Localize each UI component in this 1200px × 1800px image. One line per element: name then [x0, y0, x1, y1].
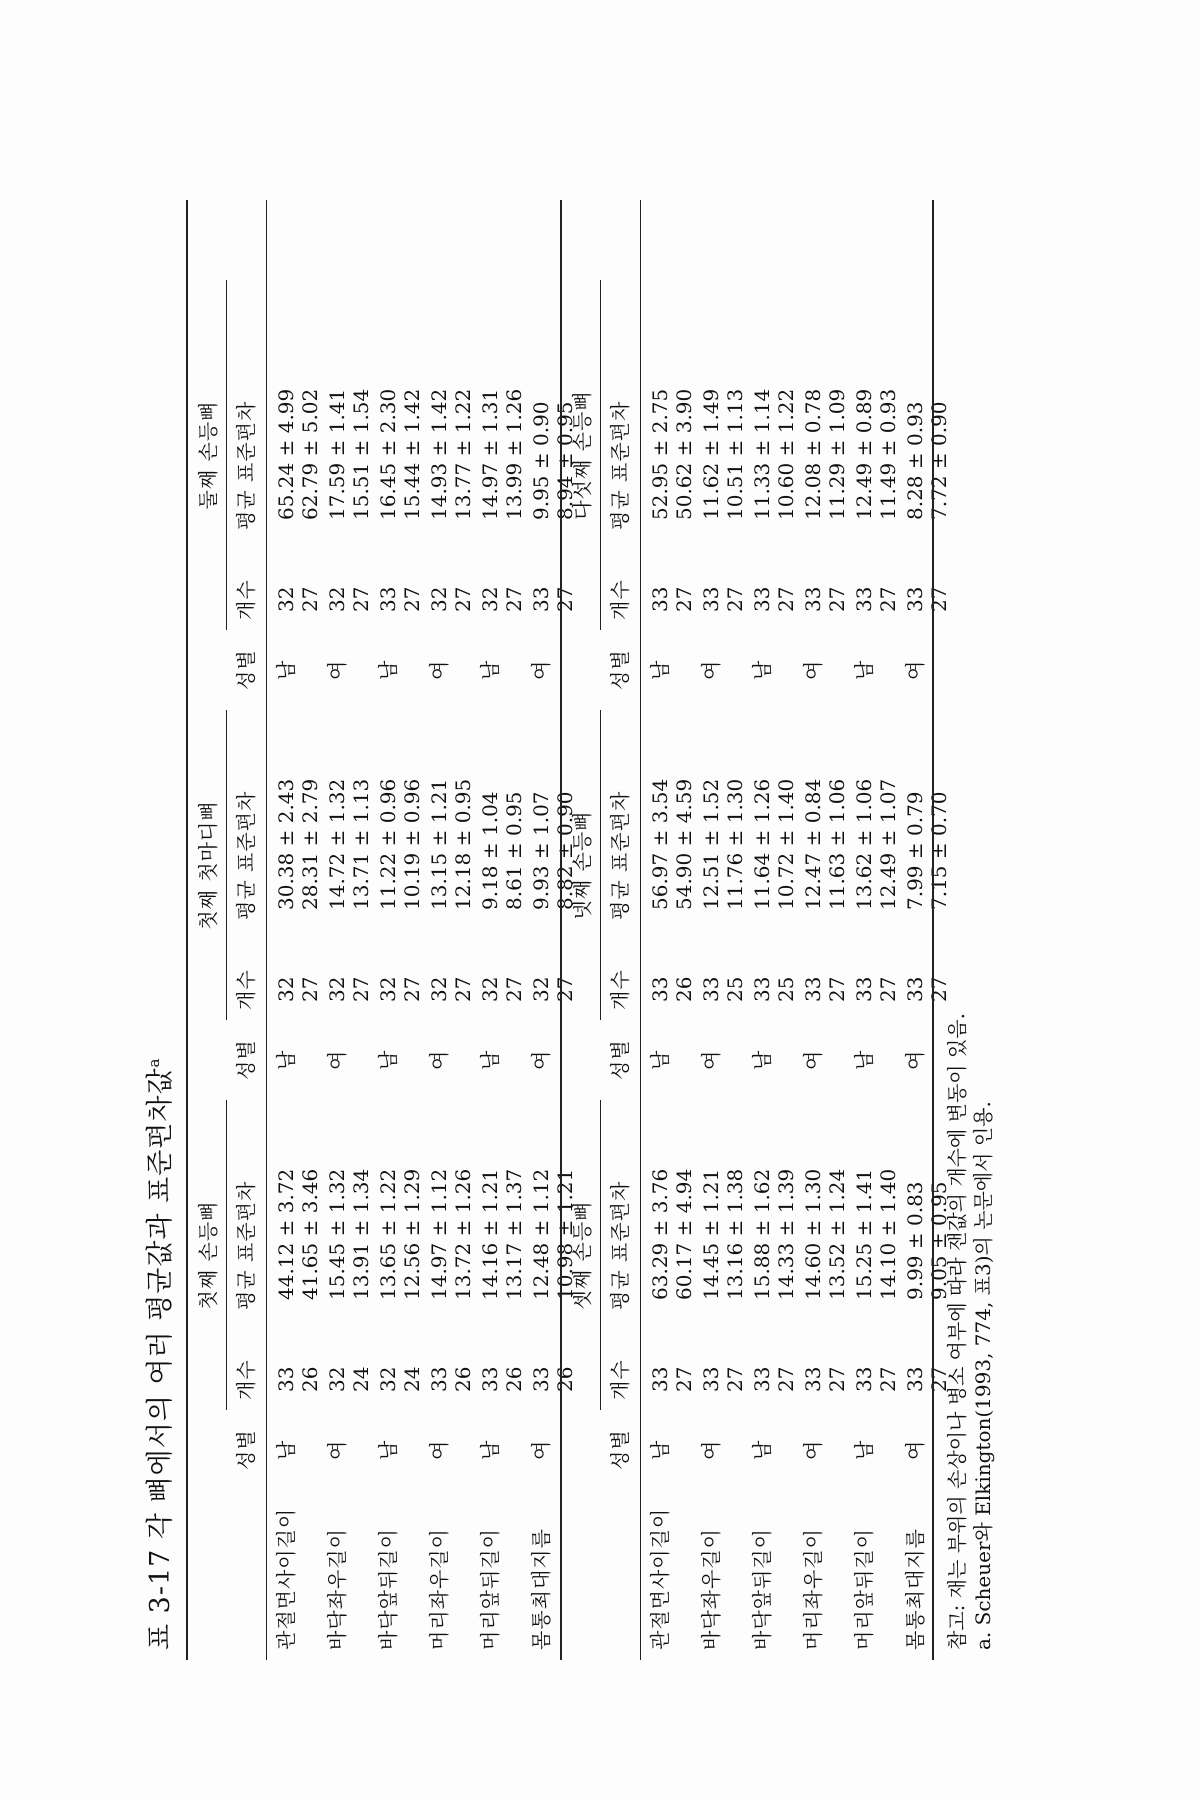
sex-cell: 여	[427, 1440, 451, 1460]
sex-cell: 남	[376, 1050, 400, 1070]
count-cell: 33	[801, 1366, 825, 1392]
count-cell: 27	[297, 976, 322, 1002]
count-cell: 26	[501, 1366, 526, 1392]
mean-sd-cell: 14.16 ± 1.21	[478, 1168, 502, 1300]
sex-cell: 여	[903, 1440, 927, 1460]
mean-sd-cell: 65.24 ± 4.99	[274, 388, 298, 520]
group-header: 첫째 첫마디뼈	[196, 800, 220, 930]
mean-sd-cell: 14.97 ± 1.31	[478, 388, 502, 520]
row-label: 바닥앞뒤길이	[376, 1528, 400, 1650]
mean-sd-cell: 62.79 ± 5.02	[297, 388, 322, 520]
header-rule	[640, 200, 641, 1660]
sex-cell: 남	[274, 1050, 298, 1070]
mean-sd-cell: 13.99 ± 1.26	[501, 388, 526, 520]
mean-sd-cell: 56.97 ± 3.54	[648, 778, 672, 910]
mean-sd-cell: 11.22 ± 0.96	[376, 778, 400, 910]
mean-sd-cell: 11.49 ± 0.93	[875, 388, 900, 520]
mean-sd-cell: 11.62 ± 1.49	[699, 388, 723, 520]
mean-sd-cell: 7.15 ± 0.70	[926, 791, 951, 910]
count-cell: 33	[903, 586, 927, 612]
mean-sd-cell: 13.65 ± 1.22	[376, 1168, 400, 1300]
sex-cell: 여	[903, 1050, 927, 1070]
row-label: 머리좌우길이	[427, 1528, 451, 1650]
mean-sd-cell: 13.77 ± 1.22	[450, 388, 475, 520]
col-header-sex: 성별	[608, 649, 632, 690]
count-cell: 32	[325, 1366, 349, 1392]
count-cell: 33	[648, 976, 672, 1002]
mean-sd-cell: 41.65 ± 3.46	[297, 1168, 322, 1300]
col-header-count: 개수	[608, 579, 632, 620]
count-cell: 32	[478, 976, 502, 1002]
mean-sd-cell: 60.17 ± 4.94	[671, 1168, 696, 1300]
mean-sd-cell: 13.91 ± 1.34	[348, 1168, 373, 1300]
mean-sd-cell: 15.44 ± 1.42	[399, 388, 424, 520]
mean-sd-cell: 16.45 ± 2.30	[376, 388, 400, 520]
mean-sd-cell: 13.16 ± 1.38	[722, 1168, 747, 1300]
count-cell: 27	[722, 1366, 747, 1392]
mean-sd-cell: 15.45 ± 1.32	[325, 1168, 349, 1300]
note-line: 참고: 재는 부위의 손상이나 병소 여부에 따라 잰값의 개수에 변동이 있음.	[945, 1013, 969, 1650]
count-cell: 33	[699, 976, 723, 1002]
middle-rule	[560, 200, 562, 1660]
count-cell: 27	[824, 586, 849, 612]
mean-sd-cell: 9.99 ± 0.83	[903, 1181, 927, 1300]
count-cell: 27	[450, 976, 475, 1002]
sex-cell: 남	[478, 1050, 502, 1070]
mean-sd-cell: 14.93 ± 1.42	[427, 388, 451, 520]
count-cell: 33	[274, 1366, 298, 1392]
mean-sd-cell: 11.29 ± 1.09	[824, 388, 849, 520]
sex-cell: 여	[801, 1050, 825, 1070]
count-cell: 32	[274, 976, 298, 1002]
row-label: 머리앞뒤길이	[478, 1528, 502, 1650]
count-cell: 27	[450, 586, 475, 612]
mean-sd-cell: 9.18 ± 1.04	[478, 791, 502, 910]
col-header-sex: 성별	[234, 1429, 258, 1470]
sex-cell: 여	[801, 660, 825, 680]
group-header: 넷째 손등뼈	[570, 810, 594, 920]
mean-sd-cell: 12.49 ± 1.07	[875, 778, 900, 910]
col-header-mean-sd: 평균 표준편차	[608, 400, 632, 530]
count-cell: 27	[926, 1366, 951, 1392]
row-label: 몸통최대지름	[529, 1528, 553, 1650]
sex-cell: 여	[699, 660, 723, 680]
sex-cell: 여	[427, 1050, 451, 1070]
col-header-count: 개수	[608, 969, 632, 1010]
sex-cell: 남	[274, 1440, 298, 1460]
count-cell: 33	[529, 1366, 553, 1392]
sex-cell: 남	[648, 1440, 672, 1460]
sex-cell: 남	[750, 1440, 774, 1460]
mean-sd-cell: 8.82 ± 0.90	[552, 791, 577, 910]
sex-cell: 여	[529, 660, 553, 680]
count-cell: 27	[875, 586, 900, 612]
mean-sd-cell: 10.51 ± 1.13	[722, 388, 747, 520]
col-header-mean-sd: 평균 표준편차	[234, 790, 258, 920]
sex-cell: 여	[325, 1440, 349, 1460]
row-label: 몸통최대지름	[903, 1528, 927, 1650]
sex-cell: 남	[852, 1050, 876, 1070]
count-cell: 32	[478, 586, 502, 612]
count-cell: 27	[399, 586, 424, 612]
mean-sd-cell: 10.98 ± 1.21	[552, 1168, 577, 1300]
count-cell: 33	[903, 976, 927, 1002]
sex-cell: 남	[852, 660, 876, 680]
count-cell: 24	[348, 1366, 373, 1392]
count-cell: 32	[427, 586, 451, 612]
mean-sd-cell: 12.47 ± 0.84	[801, 778, 825, 910]
sex-cell: 남	[478, 660, 502, 680]
sex-cell: 여	[529, 1050, 553, 1070]
count-cell: 33	[852, 586, 876, 612]
count-cell: 25	[773, 976, 798, 1002]
mean-sd-cell: 12.08 ± 0.78	[801, 388, 825, 520]
header-rule	[266, 200, 267, 1660]
row-label: 머리좌우길이	[801, 1528, 825, 1650]
col-header-mean-sd: 평균 표준편차	[234, 1180, 258, 1310]
sex-cell: 남	[648, 660, 672, 680]
sex-cell: 여	[801, 1440, 825, 1460]
sex-cell: 남	[750, 660, 774, 680]
mean-sd-cell: 14.10 ± 1.40	[875, 1168, 900, 1300]
title-footnote-marker: a	[145, 1057, 163, 1068]
count-cell: 32	[529, 976, 553, 1002]
count-cell: 33	[699, 586, 723, 612]
mean-sd-cell: 12.48 ± 1.12	[529, 1168, 553, 1300]
mean-sd-cell: 13.71 ± 1.13	[348, 778, 373, 910]
count-cell: 27	[297, 586, 322, 612]
sex-cell: 여	[325, 1050, 349, 1070]
count-cell: 27	[671, 1366, 696, 1392]
sex-cell: 여	[699, 1440, 723, 1460]
mean-sd-cell: 15.25 ± 1.41	[852, 1168, 876, 1300]
col-header-mean-sd: 평균 표준편차	[608, 1180, 632, 1310]
count-cell: 33	[750, 976, 774, 1002]
count-cell: 33	[376, 586, 400, 612]
sex-cell: 여	[325, 660, 349, 680]
mean-sd-cell: 13.15 ± 1.21	[427, 778, 451, 910]
count-cell: 32	[325, 976, 349, 1002]
sex-cell: 남	[750, 1050, 774, 1070]
count-cell: 33	[750, 586, 774, 612]
mean-sd-cell: 14.45 ± 1.21	[699, 1168, 723, 1300]
col-header-sex: 성별	[608, 1429, 632, 1470]
count-cell: 27	[875, 1366, 900, 1392]
count-cell: 32	[325, 586, 349, 612]
count-cell: 27	[926, 976, 951, 1002]
sex-cell: 여	[903, 660, 927, 680]
mean-sd-cell: 50.62 ± 3.90	[671, 388, 696, 520]
mean-sd-cell: 52.95 ± 2.75	[648, 388, 672, 520]
count-cell: 33	[852, 976, 876, 1002]
mean-sd-cell: 10.60 ± 1.22	[773, 388, 798, 520]
mean-sd-cell: 14.72 ± 1.32	[325, 778, 349, 910]
mean-sd-cell: 44.12 ± 3.72	[274, 1168, 298, 1300]
col-header-count: 개수	[234, 579, 258, 620]
count-cell: 32	[274, 586, 298, 612]
mean-sd-cell: 15.88 ± 1.62	[750, 1168, 774, 1300]
group-underline	[600, 280, 601, 630]
row-label: 머리앞뒤길이	[852, 1528, 876, 1650]
mean-sd-cell: 9.05 ± 0.95	[926, 1181, 951, 1300]
sex-cell: 남	[648, 1050, 672, 1070]
count-cell: 33	[648, 1366, 672, 1392]
group-underline	[226, 710, 227, 1020]
mean-sd-cell: 7.99 ± 0.79	[903, 791, 927, 910]
bottom-rule	[932, 200, 934, 1660]
row-label: 바닥앞뒤길이	[750, 1528, 774, 1650]
row-label: 관절면사이길이	[648, 1507, 672, 1650]
col-header-count: 개수	[234, 1359, 258, 1400]
count-cell: 26	[552, 1366, 577, 1392]
mean-sd-cell: 17.59 ± 1.41	[325, 388, 349, 520]
table-notes	[944, 1013, 996, 1650]
count-cell: 32	[427, 976, 451, 1002]
group-header: 둘째 손등뼈	[196, 400, 220, 510]
group-underline	[600, 1100, 601, 1410]
table-title-text: 표 3-17 각 뼈에서의 여러 평균값과 표준편차값	[145, 1067, 176, 1650]
col-header-mean-sd: 평균 표준편차	[608, 790, 632, 920]
col-header-sex: 성별	[234, 649, 258, 690]
mean-sd-cell: 13.17 ± 1.37	[501, 1168, 526, 1300]
mean-sd-cell: 14.33 ± 1.39	[773, 1168, 798, 1300]
sex-cell: 남	[274, 660, 298, 680]
mean-sd-cell: 12.51 ± 1.52	[699, 778, 723, 910]
count-cell: 26	[297, 1366, 322, 1392]
mean-sd-cell: 12.56 ± 1.29	[399, 1168, 424, 1300]
mean-sd-cell: 54.90 ± 4.59	[671, 778, 696, 910]
mean-sd-cell: 10.19 ± 0.96	[399, 778, 424, 910]
mean-sd-cell: 63.29 ± 3.76	[648, 1168, 672, 1300]
count-cell: 27	[501, 976, 526, 1002]
count-cell: 33	[529, 586, 553, 612]
count-cell: 27	[722, 586, 747, 612]
count-cell: 33	[427, 1366, 451, 1392]
count-cell: 33	[648, 586, 672, 612]
mean-sd-cell: 30.38 ± 2.43	[274, 778, 298, 910]
count-cell: 27	[824, 976, 849, 1002]
mean-sd-cell: 8.61 ± 0.95	[501, 791, 526, 910]
group-underline	[226, 280, 227, 630]
group-header: 셋째 손등뼈	[570, 1200, 594, 1310]
mean-sd-cell: 10.72 ± 1.40	[773, 778, 798, 910]
mean-sd-cell: 7.72 ± 0.90	[926, 401, 951, 520]
col-header-count: 개수	[234, 969, 258, 1010]
mean-sd-cell: 12.18 ± 0.95	[450, 778, 475, 910]
mean-sd-cell: 13.52 ± 1.24	[824, 1168, 849, 1300]
count-cell: 33	[801, 586, 825, 612]
count-cell: 27	[875, 976, 900, 1002]
count-cell: 27	[348, 976, 373, 1002]
sex-cell: 여	[699, 1050, 723, 1070]
count-cell: 33	[750, 1366, 774, 1392]
sex-cell: 남	[478, 1440, 502, 1460]
sex-cell: 여	[427, 660, 451, 680]
count-cell: 26	[450, 1366, 475, 1392]
row-label: 바닥좌우길이	[699, 1528, 723, 1650]
count-cell: 25	[722, 976, 747, 1002]
sex-cell: 남	[376, 1440, 400, 1460]
mean-sd-cell: 14.97 ± 1.12	[427, 1168, 451, 1300]
top-rule	[186, 200, 188, 1660]
count-cell: 27	[348, 586, 373, 612]
row-label: 관절면사이길이	[274, 1507, 298, 1650]
count-cell: 27	[552, 976, 577, 1002]
col-header-mean-sd: 평균 표준편차	[234, 400, 258, 530]
mean-sd-cell: 14.60 ± 1.30	[801, 1168, 825, 1300]
count-cell: 27	[552, 586, 577, 612]
count-cell: 24	[399, 1366, 424, 1392]
count-cell: 27	[824, 1366, 849, 1392]
mean-sd-cell: 13.62 ± 1.06	[852, 778, 876, 910]
count-cell: 27	[773, 586, 798, 612]
note-line: a. Scheuer와 Elkington(1993, 774, 표3)의 논문에서 인용.	[971, 1101, 995, 1650]
table-title	[138, 1058, 177, 1651]
count-cell: 32	[376, 1366, 400, 1392]
mean-sd-cell: 9.93 ± 1.07	[529, 791, 553, 910]
mean-sd-cell: 12.49 ± 0.89	[852, 388, 876, 520]
group-underline	[226, 1100, 227, 1410]
count-cell: 32	[376, 976, 400, 1002]
mean-sd-cell: 8.94 ± 0.95	[552, 401, 577, 520]
mean-sd-cell: 13.72 ± 1.26	[450, 1168, 475, 1300]
sex-cell: 여	[529, 1440, 553, 1460]
mean-sd-cell: 9.95 ± 0.90	[529, 401, 553, 520]
sex-cell: 남	[852, 1440, 876, 1460]
col-header-sex: 성별	[608, 1039, 632, 1080]
mean-sd-cell: 28.31 ± 2.79	[297, 778, 322, 910]
group-header: 다섯째 손등뼈	[570, 390, 594, 520]
count-cell: 26	[671, 976, 696, 1002]
sex-cell: 남	[376, 660, 400, 680]
row-label: 바닥좌우길이	[325, 1528, 349, 1650]
mean-sd-cell: 11.63 ± 1.06	[824, 778, 849, 910]
mean-sd-cell: 8.28 ± 0.93	[903, 401, 927, 520]
count-cell: 27	[773, 1366, 798, 1392]
count-cell: 27	[501, 586, 526, 612]
count-cell: 33	[852, 1366, 876, 1392]
count-cell: 33	[478, 1366, 502, 1392]
count-cell: 27	[399, 976, 424, 1002]
count-cell: 27	[926, 586, 951, 612]
count-cell: 33	[903, 1366, 927, 1392]
count-cell: 27	[671, 586, 696, 612]
rotated-document	[120, 200, 1070, 1660]
group-header: 첫째 손등뼈	[196, 1200, 220, 1310]
mean-sd-cell: 11.76 ± 1.30	[722, 778, 747, 910]
count-cell: 33	[801, 976, 825, 1002]
col-header-count: 개수	[608, 1359, 632, 1400]
group-underline	[600, 710, 601, 1020]
mean-sd-cell: 15.51 ± 1.54	[348, 388, 373, 520]
mean-sd-cell: 11.64 ± 1.26	[750, 778, 774, 910]
mean-sd-cell: 11.33 ± 1.14	[750, 388, 774, 520]
col-header-sex: 성별	[234, 1039, 258, 1080]
count-cell: 33	[699, 1366, 723, 1392]
